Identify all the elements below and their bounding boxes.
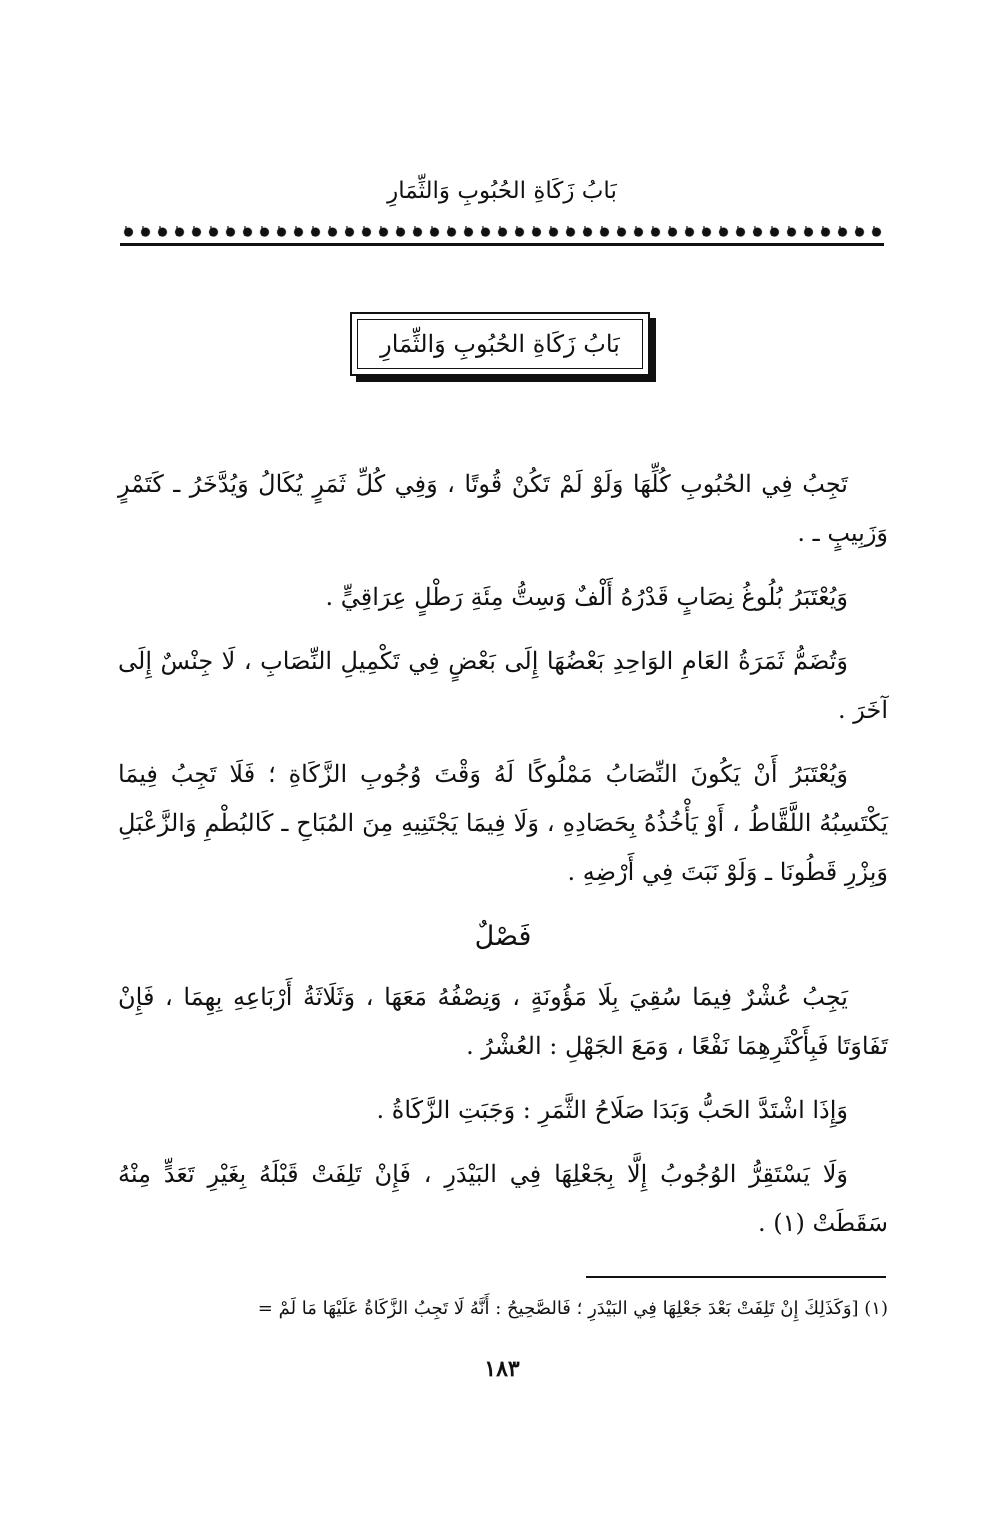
main-text [118, 460, 888, 1263]
paragraph-2: وَيُعْتَبَرُ بُلُوغُ نِصَابٍ قَدْرُهُ أَلْفٌ وَسِتُّ مِئَةِ رَطْلٍ عِرَاقِيٍّ . [325, 583, 848, 611]
footnote: (١) [وَكَذَلِكَ إِنْ تَلِفَتْ بَعْدَ جَعْلِهَا فِي البَيْدَرِ ؛ فَالصَّحِيحُ : أَنَّهُ لَا تَجِبُ الزَّكَاةُ عَلَيْهَا مَا لَمْ = [257, 1298, 888, 1319]
paragraph-4: وَيُعْتَبَرُ أَنْ يَكُونَ النِّصَابُ مَمْلُوكًا لَهُ وَقْتَ وُجُوبِ الزَّكَاةِ ؛ فَلَا تَجِبُ فِيمَا يَكْتَسِبُهُ اللَّقَّاطُ ، أَوْ يَأْخُذُهُ بِحَصَادِهِ ، وَلَا فِيمَا يَجْتَنِيهِ مِنَ المُبَاحِ ـ كَالبُطْمِ وَالزَّعْبَلِ وَبِزْرِ قَطُونَا ـ وَلَوْ نَبَتَ فِي أَرْضِهِ . [118, 760, 888, 886]
section-heading: فَصْلٌ [474, 921, 532, 952]
section-paragraph-2: وَإِذَا اشْتَدَّ الحَبُّ وَبَدَا صَلَاحُ الثَّمَرِ : وَجَبَتِ الزَّكَاةُ . [376, 1096, 848, 1124]
running-header: بَابُ زَكَاةِ الحُبُوبِ وَالثِّمَارِ [387, 178, 617, 204]
chapter-title-box [350, 312, 650, 376]
paragraph-3: وَتُضَمُّ ثَمَرَةُ العَامِ الوَاحِدِ بَعْضُهَا إِلَى بَعْضٍ فِي تَكْمِيلِ النِّصَابِ ، لَا جِنْسٌ إِلَى آخَرَ . [118, 647, 888, 724]
footnote-separator [586, 1276, 886, 1278]
page-number: ١٨٣ [484, 1356, 520, 1382]
header-ornament-border [120, 218, 884, 246]
chapter-title: بَابُ زَكَاةِ الحُبُوبِ وَالثِّمَارِ [357, 319, 643, 369]
paragraph-1: تَجِبُ فِي الحُبُوبِ كُلِّهَا وَلَوْ لَمْ تَكُنْ قُوتًا ، وَفِي كُلِّ ثَمَرٍ يُكَالُ وَيُدَّخَرُ ـ كَتَمْرٍ وَزَبِيبٍ ـ . [118, 470, 888, 547]
section-paragraph-3: وَلَا يَسْتَقِرُّ الوُجُوبُ إِلَّا بِجَعْلِهَا فِي البَيْدَرِ ، فَإِنْ تَلِفَتْ قَبْلَهُ بِغَيْرِ تَعَدٍّ مِنْهُ سَقَطَتْ (١) . [118, 1160, 888, 1237]
section-paragraph-1: يَجِبُ عُشْرٌ فِيمَا سُقِيَ بِلَا مَؤُونَةٍ ، وَنِصْفُهُ مَعَهَا ، وَثَلَاثَةُ أَرْبَاعِهِ بِهِمَا ، فَإِنْ تَفَاوَتَا فَبِأَكْثَرِهِمَا نَفْعًا ، وَمَعَ الجَهْلِ : العُشْرُ . [118, 983, 888, 1060]
